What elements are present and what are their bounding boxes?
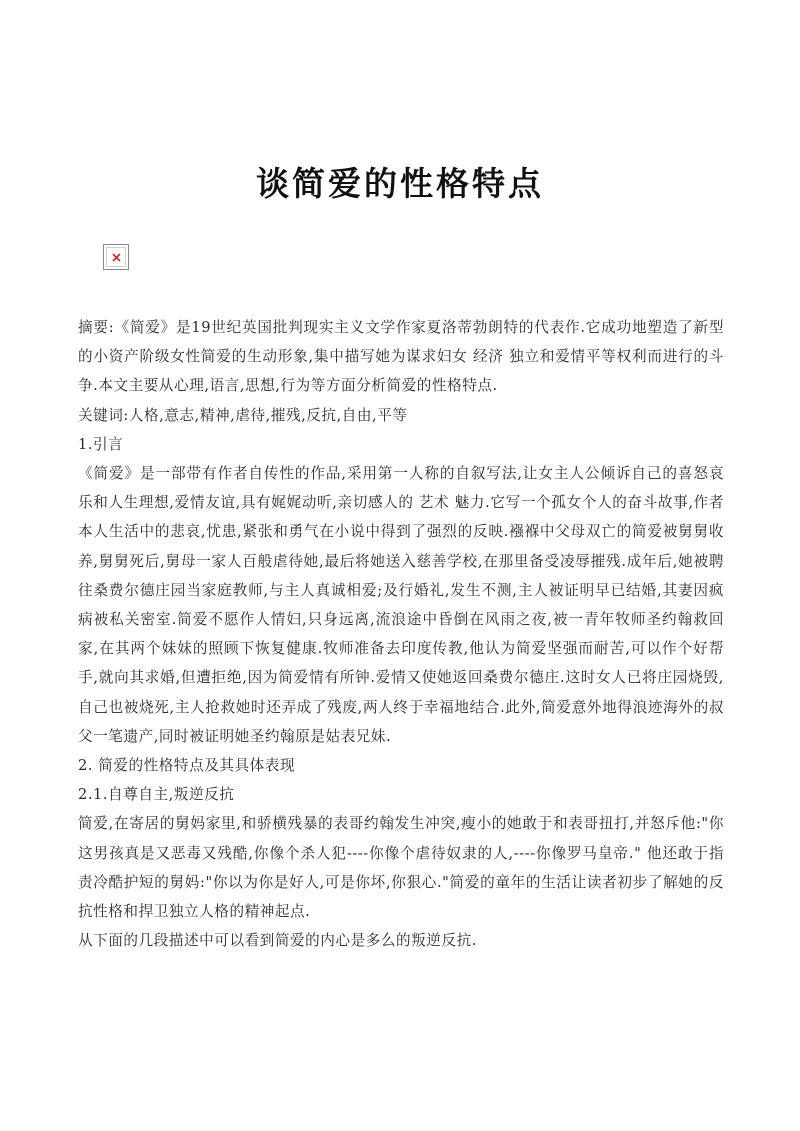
abstract-paragraph: 摘要:《简爱》是19世纪英国批判现实主义文学作家夏洛蒂勃朗特的代表作.它成功地塑造了新型的小资产阶级女性简爱的生动形象,集中描写她为谋求妇女 经济 独立和爱情平等权利而进行的斗争.本文主要从心理,语言,思想,行为等方面分析简爱的性格特点. [78,319,724,395]
image-placeholder [103,244,129,270]
body-paragraph: 从下面的几段描述中可以看到简爱的内心是多么的叛逆反抗. [78,932,477,950]
section-heading-introduction: 1.引言 [78,435,124,453]
subsection-heading-self-respect: 2.1.自尊自主,叛逆反抗 [78,786,235,804]
keywords-paragraph: 关键词:人格,意志,精神,虐待,摧残,反抗,自由,平等 [78,406,408,424]
broken-image-icon [112,253,121,262]
document-body [78,313,724,955]
introduction-paragraph: 《简爱》是一部带有作者自传性的作品,采用第一人称的自叙写法,让女主人公倾诉自己的喜怒哀乐和人生理想,爱情友谊,具有娓娓动听,亲切感人的 艺术 魅力.它写一个孤女个人的奋斗故事,作者本人生活中的悲哀,忧患,紧张和勇气在小说中得到了强烈的反映.襁褓中父母双亡的简爱被舅舅收养,舅舅死后,舅母一家人百般虐待她,最后将她送入慈善学校,在那里备受凌辱摧残.成年后,她被聘往桑费尔德庄园当家庭教师,与主人真诚相爱;及行婚礼,发生不测,主人被证明早已结婚,其妻因疯病被私关密室.简爱不愿作人情妇,只身远离,流浪途中昏倒在风雨之夜,被一青年牧师圣约翰救回家,在其两个妹妹的照顾下恢复健康.牧师准备去印度传教,他认为简爱坚强而耐苦,可以作个好帮手,就向其求婚,但遭拒绝,因为简爱情有所钟.爱情又使她返回桑费尔德庄.这时女人已将庄园烧毁,自己也被烧死,主人抢救她时还弄成了残废,两人终于幸福地结合.此外,简爱意外地得浪迹海外的叔父一笔遗产,同时被证明她圣约翰原是姑表兄妹. [78,465,724,745]
body-paragraph: 简爱,在寄居的舅妈家里,和骄横残暴的表哥约翰发生冲突,瘦小的她敢于和表哥扭打,并怒斥他:"你这男孩真是又恶毒又残酷,你像个杀人犯----你像个虐待奴隶的人,----你像罗马皇帝." 他还敢于指责冷酷护短的舅妈:"你以为你是好人,可是你坏,你狠心."简爱的童年的生活让读者初步了解她的反抗性格和捍卫独立人格的精神起点. [78,815,724,921]
section-heading-character-traits: 2. 简爱的性格特点及其具体表现 [78,757,296,775]
document-title: 谈简爱的性格特点 [256,164,544,203]
